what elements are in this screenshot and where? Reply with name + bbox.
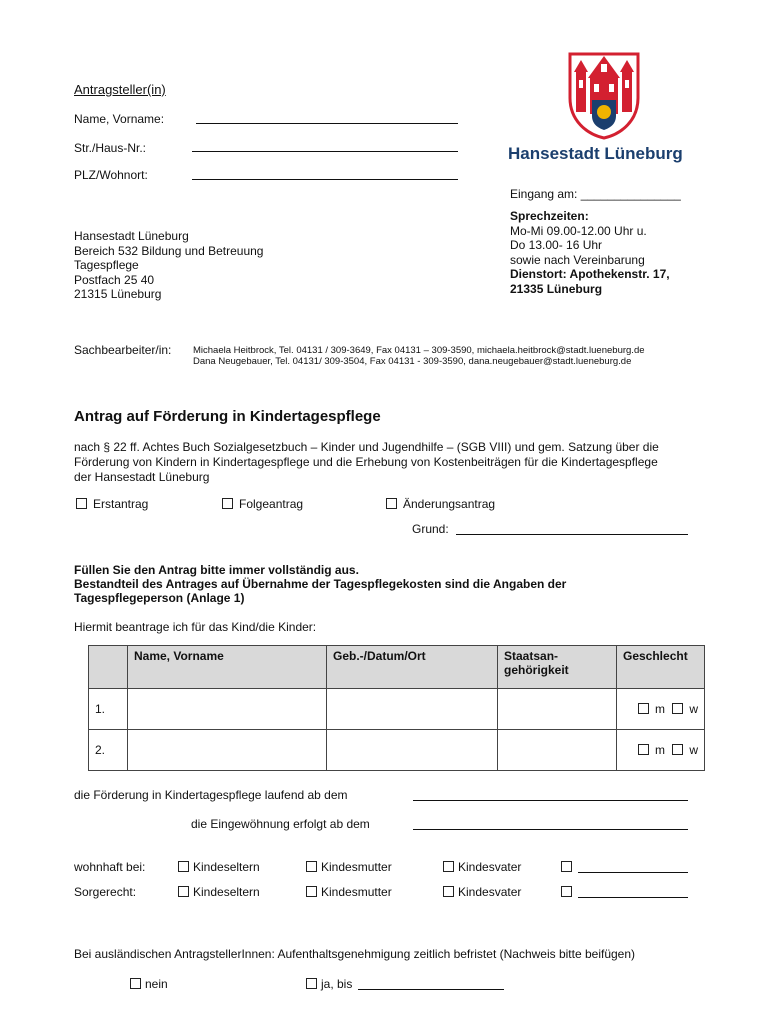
gender-w-checkbox[interactable]	[668, 702, 698, 716]
child-nationality-cell[interactable]	[498, 730, 617, 771]
checkbox-icon	[561, 886, 572, 897]
office-location: Dienstort: Apothekenstr. 17,	[510, 267, 670, 281]
intro-line: der Hansestadt Lüneburg	[74, 470, 210, 484]
reason-field[interactable]	[456, 534, 688, 535]
checkbox-label: nein	[145, 977, 168, 991]
checkbox-icon	[443, 861, 454, 872]
address-line: Tagespflege	[74, 258, 139, 272]
checkbox-icon	[306, 978, 317, 989]
child-nationality-cell[interactable]	[498, 689, 617, 730]
table-row	[89, 730, 705, 771]
checkbox-label: Folgeantrag	[239, 497, 304, 511]
city-field[interactable]	[192, 179, 458, 180]
child-name-cell[interactable]	[128, 730, 327, 771]
custody-father-checkbox[interactable]	[443, 885, 521, 899]
custody-other-field[interactable]	[578, 897, 688, 898]
intro-line: Förderung von Kindern in Kindertagespflege und die Erhebung von Kostenbeiträgen für die Kindertagespflege	[74, 455, 658, 469]
checkbox-icon	[306, 861, 317, 872]
form-title: Antrag auf Förderung in Kindertagespflege	[74, 408, 381, 425]
permit-no-checkbox[interactable]	[130, 977, 168, 991]
permit-yes-checkbox[interactable]	[306, 977, 352, 991]
permit-until-field[interactable]	[358, 989, 504, 990]
city-coat-of-arms	[566, 50, 642, 140]
note-line: Tagespflegeperson (Anlage 1)	[74, 591, 245, 605]
street-label: Str./Haus-Nr.:	[74, 141, 147, 155]
intro-line: nach § 22 ff. Achtes Buch Sozialgesetzbuch – Kinder und Jugendhilfe – (SGB VIII) und gem. Satzung über die	[74, 440, 659, 454]
receipt-date: Eingang am: _______________	[510, 187, 681, 201]
nationality-header	[498, 646, 617, 689]
child-birth-cell[interactable]	[327, 730, 498, 771]
custody-parents-checkbox[interactable]	[178, 885, 260, 899]
clerk-contact-2: Dana Neugebauer, Tel. 04131/ 309-3504, Fax 04131 - 309-3590, dana.neugebauer@stadt.lueneburg.de	[193, 356, 632, 367]
note-line: Bestandteil des Antrages auf Übernahme der Tagespflegekosten sind die Angaben der	[74, 577, 567, 591]
gender-m-checkbox[interactable]	[638, 702, 665, 716]
logo-wordmark: Hansestadt Lüneburg	[508, 144, 683, 163]
number-header	[89, 646, 128, 689]
checkbox-icon	[561, 861, 572, 872]
checkbox-label: Kindesmutter	[321, 860, 392, 874]
birth-header: Geb.-/Datum/Ort	[327, 646, 498, 689]
checkbox-icon	[638, 703, 649, 714]
office-hours	[510, 209, 670, 296]
address-line: Hansestadt Lüneburg	[74, 229, 189, 243]
checkbox-icon	[222, 498, 233, 509]
checkbox-label: Kindesvater	[458, 885, 522, 899]
first-application-checkbox[interactable]	[76, 497, 148, 511]
custody-label: Sorgerecht:	[74, 885, 137, 899]
checkbox-icon	[443, 886, 454, 897]
hours-line: sowie nach Vereinbarung	[510, 252, 645, 267]
checkbox-label: Erstantrag	[93, 497, 149, 511]
row-number: 1.	[89, 689, 128, 730]
custody-other-checkbox[interactable]	[561, 885, 578, 899]
address-line: 21315 Lüneburg	[74, 287, 162, 301]
hours-line: Mo-Mi 09.00-12.00 Uhr u.	[510, 223, 647, 238]
checkbox-icon	[672, 703, 683, 714]
checkbox-icon	[638, 744, 649, 755]
gender-w-label: w	[689, 743, 698, 757]
gender-w-label: w	[689, 702, 698, 716]
nationality-header-line: Staatsan-	[504, 649, 559, 663]
clerk-contact-1: Michaela Heitbrock, Tel. 04131 / 309-3649, Fax 04131 – 309-3590, michaela.heitbrock@stadt.lueneburg.de	[193, 345, 645, 356]
custody-mother-checkbox[interactable]	[306, 885, 392, 899]
residence-mother-checkbox[interactable]	[306, 860, 392, 874]
street-field[interactable]	[192, 151, 458, 152]
residence-permit-question: Bei ausländischen AntragstellerInnen: Aufenthaltsgenehmigung zeitlich befristet (Nachweis bitte beifügen)	[74, 947, 636, 961]
checkbox-icon	[672, 744, 683, 755]
checkbox-icon	[178, 861, 189, 872]
applicant-heading: Antragsteller(in)	[74, 82, 166, 97]
office-city: 21335 Lüneburg	[510, 281, 603, 296]
residence-parents-checkbox[interactable]	[178, 860, 260, 874]
residence-father-checkbox[interactable]	[443, 860, 521, 874]
child-gender-cell	[617, 730, 705, 771]
address-line: Bereich 532 Bildung und Betreuung	[74, 243, 264, 258]
checkbox-label: ja, bis	[321, 977, 353, 991]
checkbox-icon	[306, 886, 317, 897]
settling-label: die Eingewöhnung erfolgt ab dem	[191, 817, 370, 831]
funding-start-field[interactable]	[413, 800, 688, 801]
funding-start-label: die Förderung in Kindertagespflege laufend ab dem	[74, 788, 348, 802]
recipient-address	[74, 229, 263, 302]
residence-other-field[interactable]	[578, 872, 688, 873]
checkbox-label: Kindesmutter	[321, 885, 392, 899]
child-name-cell[interactable]	[128, 689, 327, 730]
reason-label: Grund:	[412, 522, 449, 536]
nationality-header-line: gehörigkeit	[504, 663, 569, 677]
child-gender-cell	[617, 689, 705, 730]
name-label: Name, Vorname:	[74, 112, 165, 126]
follow-application-checkbox[interactable]	[222, 497, 303, 511]
gender-m-label: m	[654, 702, 665, 716]
hours-title: Sprechzeiten:	[510, 209, 589, 223]
checkbox-label: Änderungsantrag	[403, 497, 496, 511]
children-table	[88, 645, 705, 771]
residence-other-checkbox[interactable]	[561, 860, 578, 874]
city-label: PLZ/Wohnort:	[74, 168, 148, 182]
gender-w-checkbox[interactable]	[668, 743, 698, 757]
checkbox-label: Kindeseltern	[193, 860, 260, 874]
name-header: Name, Vorname	[128, 646, 327, 689]
coat-of-arms-icon	[566, 50, 642, 140]
clerk-label: Sachbearbeiter/in:	[74, 343, 172, 357]
table-header-row	[89, 646, 705, 689]
change-application-checkbox[interactable]	[386, 497, 495, 511]
request-text: Hiermit beantrage ich für das Kind/die Kinder:	[74, 620, 317, 634]
gender-header: Geschlecht	[617, 646, 705, 689]
table-row	[89, 689, 705, 730]
checkbox-label: Kindeseltern	[193, 885, 260, 899]
checkbox-icon	[386, 498, 397, 509]
address-line: Postfach 25 40	[74, 272, 155, 287]
gender-m-checkbox[interactable]	[638, 743, 665, 757]
residence-label: wohnhaft bei:	[74, 860, 146, 874]
gender-m-label: m	[654, 743, 665, 757]
note-line: Füllen Sie den Antrag bitte immer vollständig aus.	[74, 563, 359, 577]
name-field[interactable]	[196, 123, 458, 124]
checkbox-icon	[76, 498, 87, 509]
checkbox-icon	[130, 978, 141, 989]
hours-line: Do 13.00- 16 Uhr	[510, 238, 603, 252]
checkbox-icon	[178, 886, 189, 897]
child-birth-cell[interactable]	[327, 689, 498, 730]
settling-field[interactable]	[413, 829, 688, 830]
row-number: 2.	[89, 730, 128, 771]
checkbox-label: Kindesvater	[458, 860, 522, 874]
